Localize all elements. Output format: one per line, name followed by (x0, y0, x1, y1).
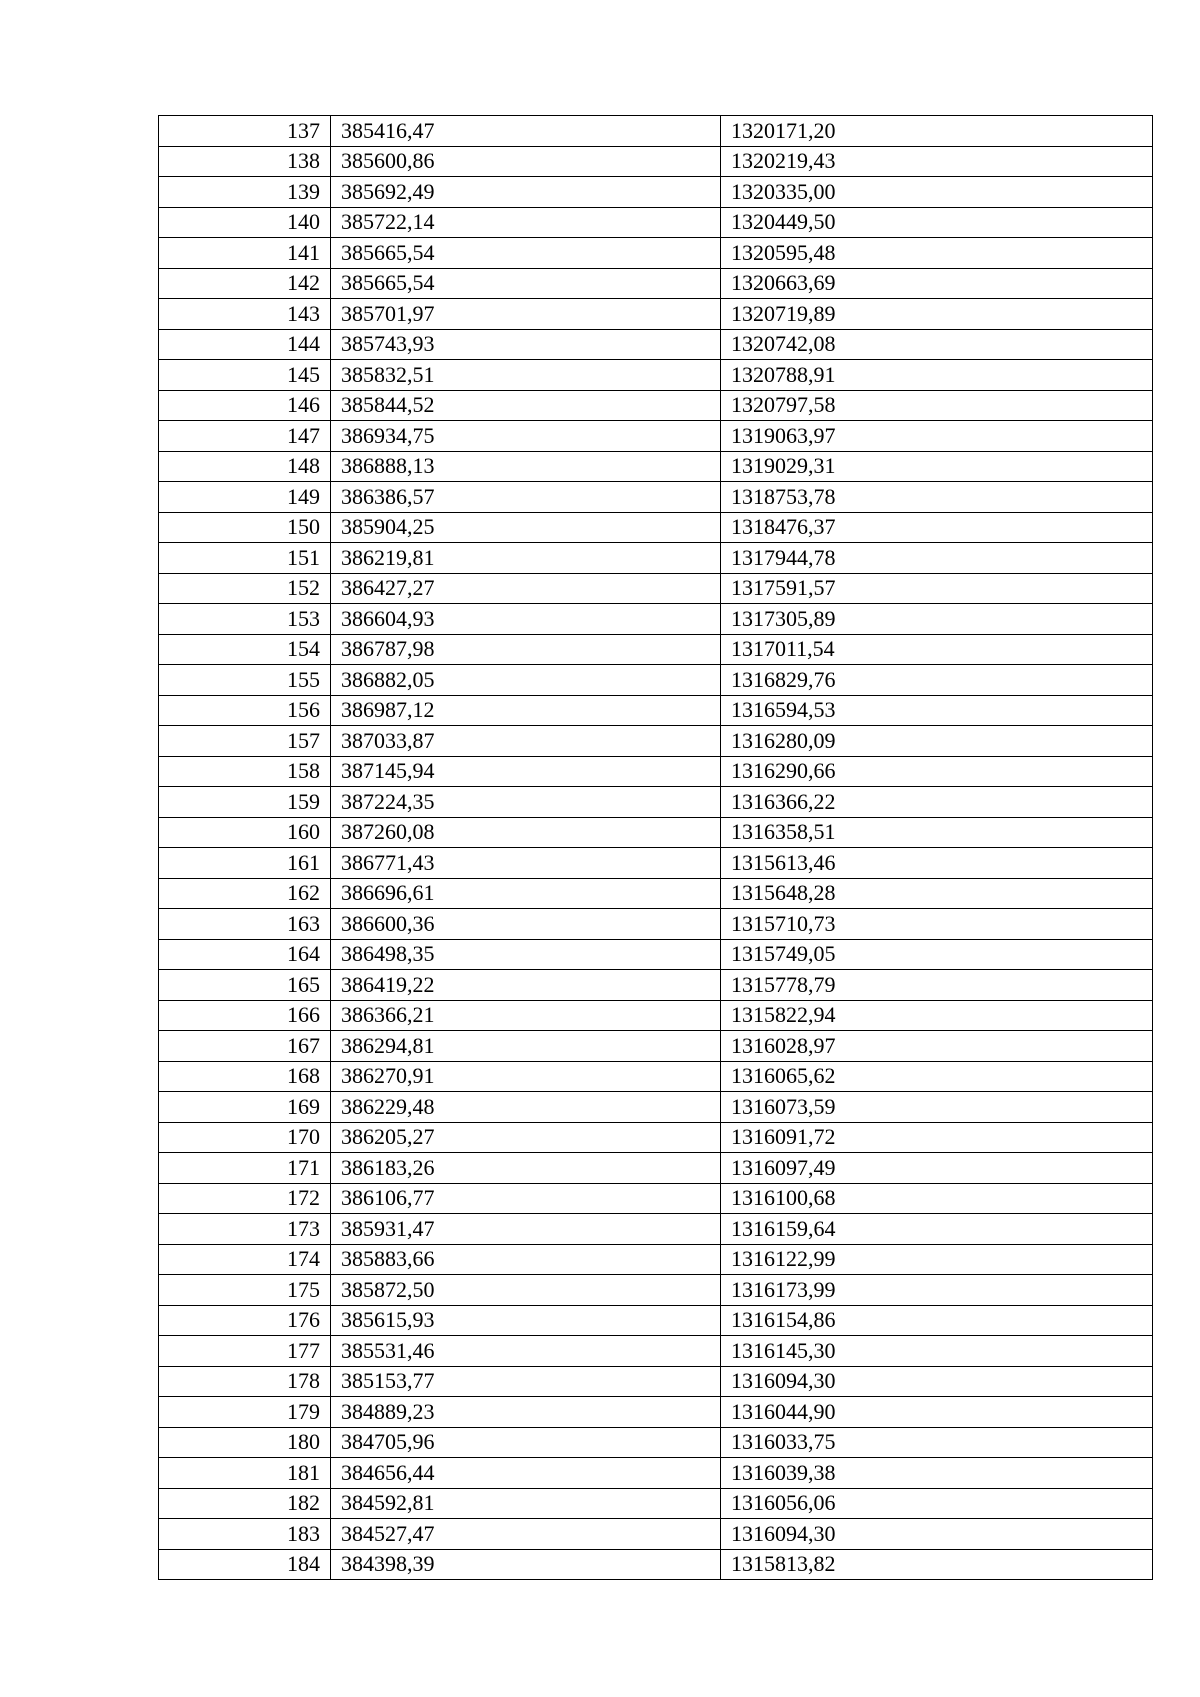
x-coordinate-cell: 384705,96 (331, 1427, 721, 1458)
table-row (159, 1519, 1153, 1550)
point-number-cell: 143 (159, 299, 331, 330)
table-row (159, 268, 1153, 299)
table-row (159, 1214, 1153, 1245)
y-coordinate-cell: 1316829,76 (721, 665, 1153, 696)
y-coordinate-cell: 1316091,72 (721, 1122, 1153, 1153)
table-row (159, 1305, 1153, 1336)
table-row (159, 451, 1153, 482)
y-coordinate-cell: 1320742,08 (721, 329, 1153, 360)
point-number-cell: 169 (159, 1092, 331, 1123)
y-coordinate-cell: 1316073,59 (721, 1092, 1153, 1123)
point-number-cell: 177 (159, 1336, 331, 1367)
table-row (159, 238, 1153, 269)
y-coordinate-cell: 1315822,94 (721, 1000, 1153, 1031)
coordinates-table-body (159, 116, 1153, 1580)
table-row (159, 695, 1153, 726)
y-coordinate-cell: 1316094,30 (721, 1366, 1153, 1397)
table-row (159, 1366, 1153, 1397)
x-coordinate-cell: 385615,93 (331, 1305, 721, 1336)
y-coordinate-cell: 1320788,91 (721, 360, 1153, 391)
x-coordinate-cell: 386696,61 (331, 878, 721, 909)
point-number-cell: 141 (159, 238, 331, 269)
y-coordinate-cell: 1320797,58 (721, 390, 1153, 421)
table-row (159, 207, 1153, 238)
coordinates-table (158, 115, 1153, 1580)
point-number-cell: 161 (159, 848, 331, 879)
y-coordinate-cell: 1316366,22 (721, 787, 1153, 818)
x-coordinate-cell: 385722,14 (331, 207, 721, 238)
point-number-cell: 154 (159, 634, 331, 665)
x-coordinate-cell: 384656,44 (331, 1458, 721, 1489)
point-number-cell: 166 (159, 1000, 331, 1031)
y-coordinate-cell: 1320335,00 (721, 177, 1153, 208)
x-coordinate-cell: 386787,98 (331, 634, 721, 665)
y-coordinate-cell: 1319063,97 (721, 421, 1153, 452)
table-row (159, 909, 1153, 940)
table-row (159, 360, 1153, 391)
x-coordinate-cell: 385416,47 (331, 116, 721, 147)
table-row (159, 1092, 1153, 1123)
y-coordinate-cell: 1316154,86 (721, 1305, 1153, 1336)
point-number-cell: 157 (159, 726, 331, 757)
point-number-cell: 149 (159, 482, 331, 513)
x-coordinate-cell: 385743,93 (331, 329, 721, 360)
x-coordinate-cell: 386386,57 (331, 482, 721, 513)
y-coordinate-cell: 1316033,75 (721, 1427, 1153, 1458)
point-number-cell: 174 (159, 1244, 331, 1275)
point-number-cell: 163 (159, 909, 331, 940)
x-coordinate-cell: 385692,49 (331, 177, 721, 208)
y-coordinate-cell: 1315778,79 (721, 970, 1153, 1001)
point-number-cell: 140 (159, 207, 331, 238)
x-coordinate-cell: 385904,25 (331, 512, 721, 543)
table-row (159, 634, 1153, 665)
point-number-cell: 150 (159, 512, 331, 543)
table-row (159, 116, 1153, 147)
point-number-cell: 151 (159, 543, 331, 574)
x-coordinate-cell: 386600,36 (331, 909, 721, 940)
point-number-cell: 168 (159, 1061, 331, 1092)
x-coordinate-cell: 384527,47 (331, 1519, 721, 1550)
y-coordinate-cell: 1318476,37 (721, 512, 1153, 543)
point-number-cell: 137 (159, 116, 331, 147)
point-number-cell: 182 (159, 1488, 331, 1519)
x-coordinate-cell: 386427,27 (331, 573, 721, 604)
x-coordinate-cell: 384592,81 (331, 1488, 721, 1519)
point-number-cell: 156 (159, 695, 331, 726)
table-row (159, 878, 1153, 909)
y-coordinate-cell: 1316044,90 (721, 1397, 1153, 1428)
y-coordinate-cell: 1320171,20 (721, 116, 1153, 147)
table-row (159, 1153, 1153, 1184)
table-row (159, 1031, 1153, 1062)
point-number-cell: 184 (159, 1549, 331, 1580)
y-coordinate-cell: 1317305,89 (721, 604, 1153, 635)
point-number-cell: 167 (159, 1031, 331, 1062)
point-number-cell: 146 (159, 390, 331, 421)
x-coordinate-cell: 387260,08 (331, 817, 721, 848)
x-coordinate-cell: 385153,77 (331, 1366, 721, 1397)
table-row (159, 1458, 1153, 1489)
x-coordinate-cell: 386888,13 (331, 451, 721, 482)
table-row (159, 939, 1153, 970)
point-number-cell: 162 (159, 878, 331, 909)
point-number-cell: 171 (159, 1153, 331, 1184)
table-row (159, 329, 1153, 360)
point-number-cell: 179 (159, 1397, 331, 1428)
y-coordinate-cell: 1315648,28 (721, 878, 1153, 909)
point-number-cell: 159 (159, 787, 331, 818)
point-number-cell: 175 (159, 1275, 331, 1306)
x-coordinate-cell: 386270,91 (331, 1061, 721, 1092)
table-row (159, 665, 1153, 696)
table-row (159, 1427, 1153, 1458)
point-number-cell: 148 (159, 451, 331, 482)
x-coordinate-cell: 385872,50 (331, 1275, 721, 1306)
x-coordinate-cell: 385844,52 (331, 390, 721, 421)
y-coordinate-cell: 1316056,06 (721, 1488, 1153, 1519)
y-coordinate-cell: 1316159,64 (721, 1214, 1153, 1245)
point-number-cell: 170 (159, 1122, 331, 1153)
y-coordinate-cell: 1320719,89 (721, 299, 1153, 330)
y-coordinate-cell: 1315813,82 (721, 1549, 1153, 1580)
y-coordinate-cell: 1316100,68 (721, 1183, 1153, 1214)
point-number-cell: 158 (159, 756, 331, 787)
point-number-cell: 176 (159, 1305, 331, 1336)
x-coordinate-cell: 386498,35 (331, 939, 721, 970)
y-coordinate-cell: 1320595,48 (721, 238, 1153, 269)
table-row (159, 299, 1153, 330)
point-number-cell: 173 (159, 1214, 331, 1245)
point-number-cell: 165 (159, 970, 331, 1001)
x-coordinate-cell: 386987,12 (331, 695, 721, 726)
table-row (159, 1336, 1153, 1367)
point-number-cell: 172 (159, 1183, 331, 1214)
x-coordinate-cell: 385931,47 (331, 1214, 721, 1245)
x-coordinate-cell: 385883,66 (331, 1244, 721, 1275)
table-row (159, 421, 1153, 452)
y-coordinate-cell: 1318753,78 (721, 482, 1153, 513)
x-coordinate-cell: 386882,05 (331, 665, 721, 696)
y-coordinate-cell: 1315710,73 (721, 909, 1153, 940)
y-coordinate-cell: 1316097,49 (721, 1153, 1153, 1184)
table-row (159, 848, 1153, 879)
x-coordinate-cell: 386183,26 (331, 1153, 721, 1184)
x-coordinate-cell: 385832,51 (331, 360, 721, 391)
y-coordinate-cell: 1316290,66 (721, 756, 1153, 787)
y-coordinate-cell: 1316028,97 (721, 1031, 1153, 1062)
y-coordinate-cell: 1320219,43 (721, 146, 1153, 177)
x-coordinate-cell: 385531,46 (331, 1336, 721, 1367)
y-coordinate-cell: 1316094,30 (721, 1519, 1153, 1550)
table-row (159, 1275, 1153, 1306)
y-coordinate-cell: 1320449,50 (721, 207, 1153, 238)
y-coordinate-cell: 1315749,05 (721, 939, 1153, 970)
x-coordinate-cell: 387145,94 (331, 756, 721, 787)
point-number-cell: 152 (159, 573, 331, 604)
point-number-cell: 153 (159, 604, 331, 635)
x-coordinate-cell: 386366,21 (331, 1000, 721, 1031)
point-number-cell: 138 (159, 146, 331, 177)
table-row (159, 1183, 1153, 1214)
y-coordinate-cell: 1317944,78 (721, 543, 1153, 574)
table-row (159, 1244, 1153, 1275)
x-coordinate-cell: 384398,39 (331, 1549, 721, 1580)
y-coordinate-cell: 1316594,53 (721, 695, 1153, 726)
y-coordinate-cell: 1316039,38 (721, 1458, 1153, 1489)
point-number-cell: 142 (159, 268, 331, 299)
y-coordinate-cell: 1315613,46 (721, 848, 1153, 879)
point-number-cell: 164 (159, 939, 331, 970)
table-row (159, 390, 1153, 421)
point-number-cell: 181 (159, 1458, 331, 1489)
table-row (159, 604, 1153, 635)
point-number-cell: 180 (159, 1427, 331, 1458)
point-number-cell: 178 (159, 1366, 331, 1397)
x-coordinate-cell: 386934,75 (331, 421, 721, 452)
x-coordinate-cell: 387033,87 (331, 726, 721, 757)
x-coordinate-cell: 385665,54 (331, 238, 721, 269)
y-coordinate-cell: 1316280,09 (721, 726, 1153, 757)
table-row (159, 482, 1153, 513)
table-row (159, 1488, 1153, 1519)
table-row (159, 817, 1153, 848)
y-coordinate-cell: 1320663,69 (721, 268, 1153, 299)
table-row (159, 756, 1153, 787)
x-coordinate-cell: 386604,93 (331, 604, 721, 635)
table-row (159, 1122, 1153, 1153)
table-row (159, 787, 1153, 818)
y-coordinate-cell: 1316065,62 (721, 1061, 1153, 1092)
table-row (159, 970, 1153, 1001)
table-row (159, 1000, 1153, 1031)
point-number-cell: 160 (159, 817, 331, 848)
x-coordinate-cell: 386106,77 (331, 1183, 721, 1214)
table-row (159, 177, 1153, 208)
table-row (159, 543, 1153, 574)
y-coordinate-cell: 1316358,51 (721, 817, 1153, 848)
x-coordinate-cell: 386229,48 (331, 1092, 721, 1123)
x-coordinate-cell: 385665,54 (331, 268, 721, 299)
y-coordinate-cell: 1317011,54 (721, 634, 1153, 665)
point-number-cell: 145 (159, 360, 331, 391)
point-number-cell: 183 (159, 1519, 331, 1550)
table-row (159, 573, 1153, 604)
x-coordinate-cell: 387224,35 (331, 787, 721, 818)
table-row (159, 1397, 1153, 1428)
x-coordinate-cell: 386219,81 (331, 543, 721, 574)
table-row (159, 512, 1153, 543)
x-coordinate-cell: 386205,27 (331, 1122, 721, 1153)
x-coordinate-cell: 386771,43 (331, 848, 721, 879)
x-coordinate-cell: 384889,23 (331, 1397, 721, 1428)
table-row (159, 1549, 1153, 1580)
point-number-cell: 144 (159, 329, 331, 360)
y-coordinate-cell: 1316173,99 (721, 1275, 1153, 1306)
point-number-cell: 155 (159, 665, 331, 696)
x-coordinate-cell: 385701,97 (331, 299, 721, 330)
point-number-cell: 139 (159, 177, 331, 208)
x-coordinate-cell: 385600,86 (331, 146, 721, 177)
x-coordinate-cell: 386419,22 (331, 970, 721, 1001)
table-row (159, 146, 1153, 177)
table-row (159, 726, 1153, 757)
y-coordinate-cell: 1317591,57 (721, 573, 1153, 604)
table-row (159, 1061, 1153, 1092)
point-number-cell: 147 (159, 421, 331, 452)
y-coordinate-cell: 1316122,99 (721, 1244, 1153, 1275)
y-coordinate-cell: 1319029,31 (721, 451, 1153, 482)
x-coordinate-cell: 386294,81 (331, 1031, 721, 1062)
y-coordinate-cell: 1316145,30 (721, 1336, 1153, 1367)
